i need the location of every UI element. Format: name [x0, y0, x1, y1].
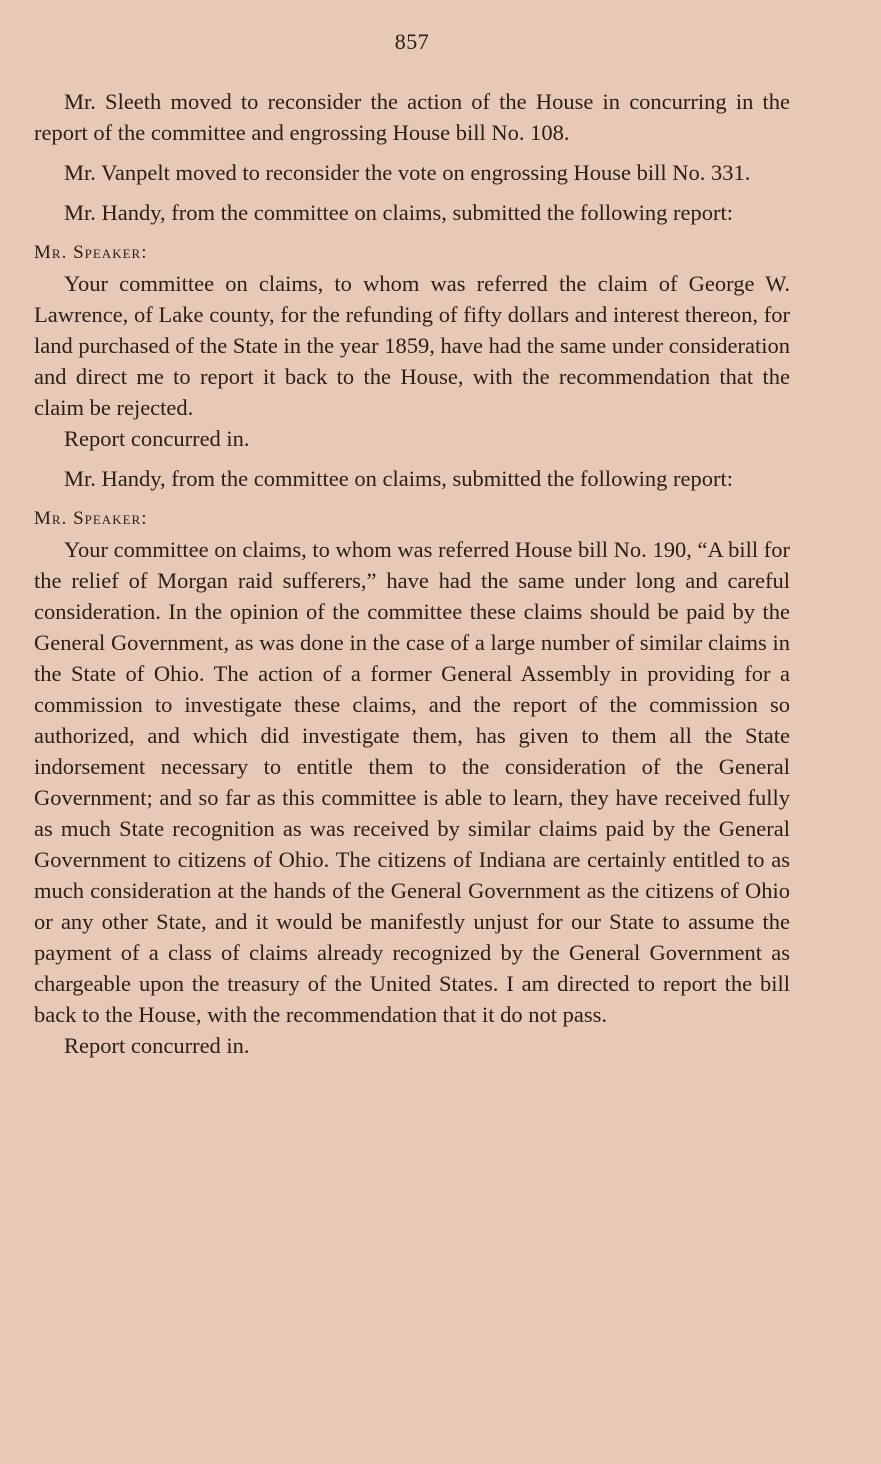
salutation-speaker-2: Mr. Speaker:: [34, 508, 148, 529]
motion-vanpelt: Mr. Vanpelt moved to reconsider the vote on engrossing House bill No. 331.: [64, 160, 751, 185]
salutation-speaker-1: Mr. Speaker:: [34, 242, 148, 263]
report-concurred-2: Report concurred in.: [64, 1033, 250, 1058]
committee-report-intro-1: Mr. Handy, from the committee on claims, submitted the following report:: [64, 200, 734, 225]
page-body: [34, 28, 790, 1070]
report-concurred-1: Report concurred in.: [64, 426, 250, 451]
report-lawrence-claim: Your committee on claims, to whom was referred the claim of George W. Lawrence, of Lake county, for the refunding of fifty dollars and interest thereon, for land purchased of the State in the year 1859, have had the same under consideration and direct me to report it back to the House, with the recommendation that the claim be rejected.: [34, 271, 790, 420]
motion-sleeth: Mr. Sleeth moved to reconsider the action of the House in concurring in the report of the committee and engrossing House bill No. 108.: [34, 89, 790, 145]
page-number: 857: [394, 29, 430, 54]
report-morgan-raid: Your committee on claims, to whom was referred House bill No. 190, “A bill for the relief of Morgan raid sufferers,” have had the same under long and careful consideration. In the opinion of the committee these claims should be paid by the General Government, as was done in the case of a large number of similar claims in the State of Ohio. The action of a former General Assembly in providing for a commission to investigate these claims, and the report of the commission so authorized, and which did investigate them, has given to them all the State indorsement necessary to entitle them to the consideration of the General Government; and so far as this committee is able to learn, they have received fully as much State recognition as was received by similar claims paid by the General Government to citizens of Ohio. The citizens of Indiana are certainly entitled to as much consideration at the hands of the General Government as the citizens of Ohio or any other State, and it would be manifestly unjust for our State to assume the payment of a class of claims already recognized by the General Government as chargeable upon the treasury of the United States. I am directed to report the bill back to the House, with the recommendation that it do not pass.: [34, 537, 790, 1027]
committee-report-intro-2: Mr. Handy, from the committee on claims, submitted the following report:: [64, 466, 734, 491]
